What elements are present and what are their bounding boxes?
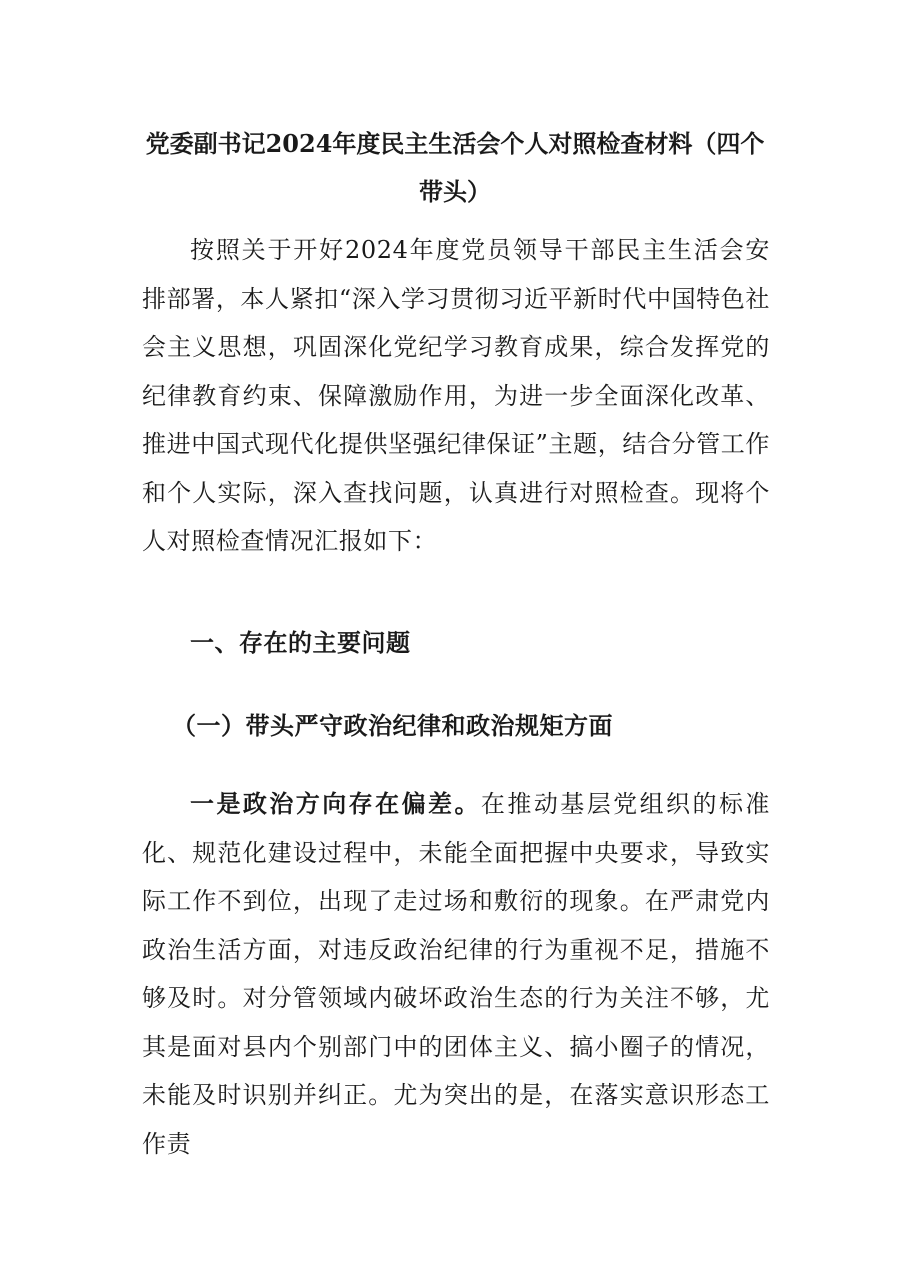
paragraph-1-body: 在推动基层党组织的标准化、规范化建设过程中，未能全面把握中央要求，导致实际工作不到位，出现了走过场和敷衍的现象。在严肃党内政治生活方面，对违反政治纪律的行为重视不足，措施不够及时。对分管领域内破坏政治生态的行为关注不够，尤其是面对县内个别部门中的团体主义、搞小圈子的情况，未能及时识别并纠正。尤为突出的是，在落实意识形态工作责 — [142, 790, 770, 1158]
section-heading: 一、存在的主要问题 — [190, 628, 411, 657]
paragraph-1-lead: 一是政治方向存在偏差。 — [190, 789, 481, 818]
intro-paragraph: 按照关于开好2024年度党员领导干部民主生活会安排部署，本人紧扣“深入学习贯彻习近平新时代中国特色社会主义思想，巩固深化党纪学习教育成果，综合发挥党的纪律教育约束、保障激励作用，为进一步全面深化改革、推进中国式现代化提供坚强纪律保证”主题，结合分管工作和个人实际，深入查找问题，认真进行对照检查。现将个人对照检查情况汇报如下： — [142, 236, 770, 555]
paragraph-1 — [142, 780, 770, 1168]
document-title: 党委副书记2024年度民主生活会个人对照检查材料（四个带头） — [145, 129, 765, 206]
subsection-heading: （一）带头严守政治纪律和政治规矩方面 — [172, 711, 613, 740]
